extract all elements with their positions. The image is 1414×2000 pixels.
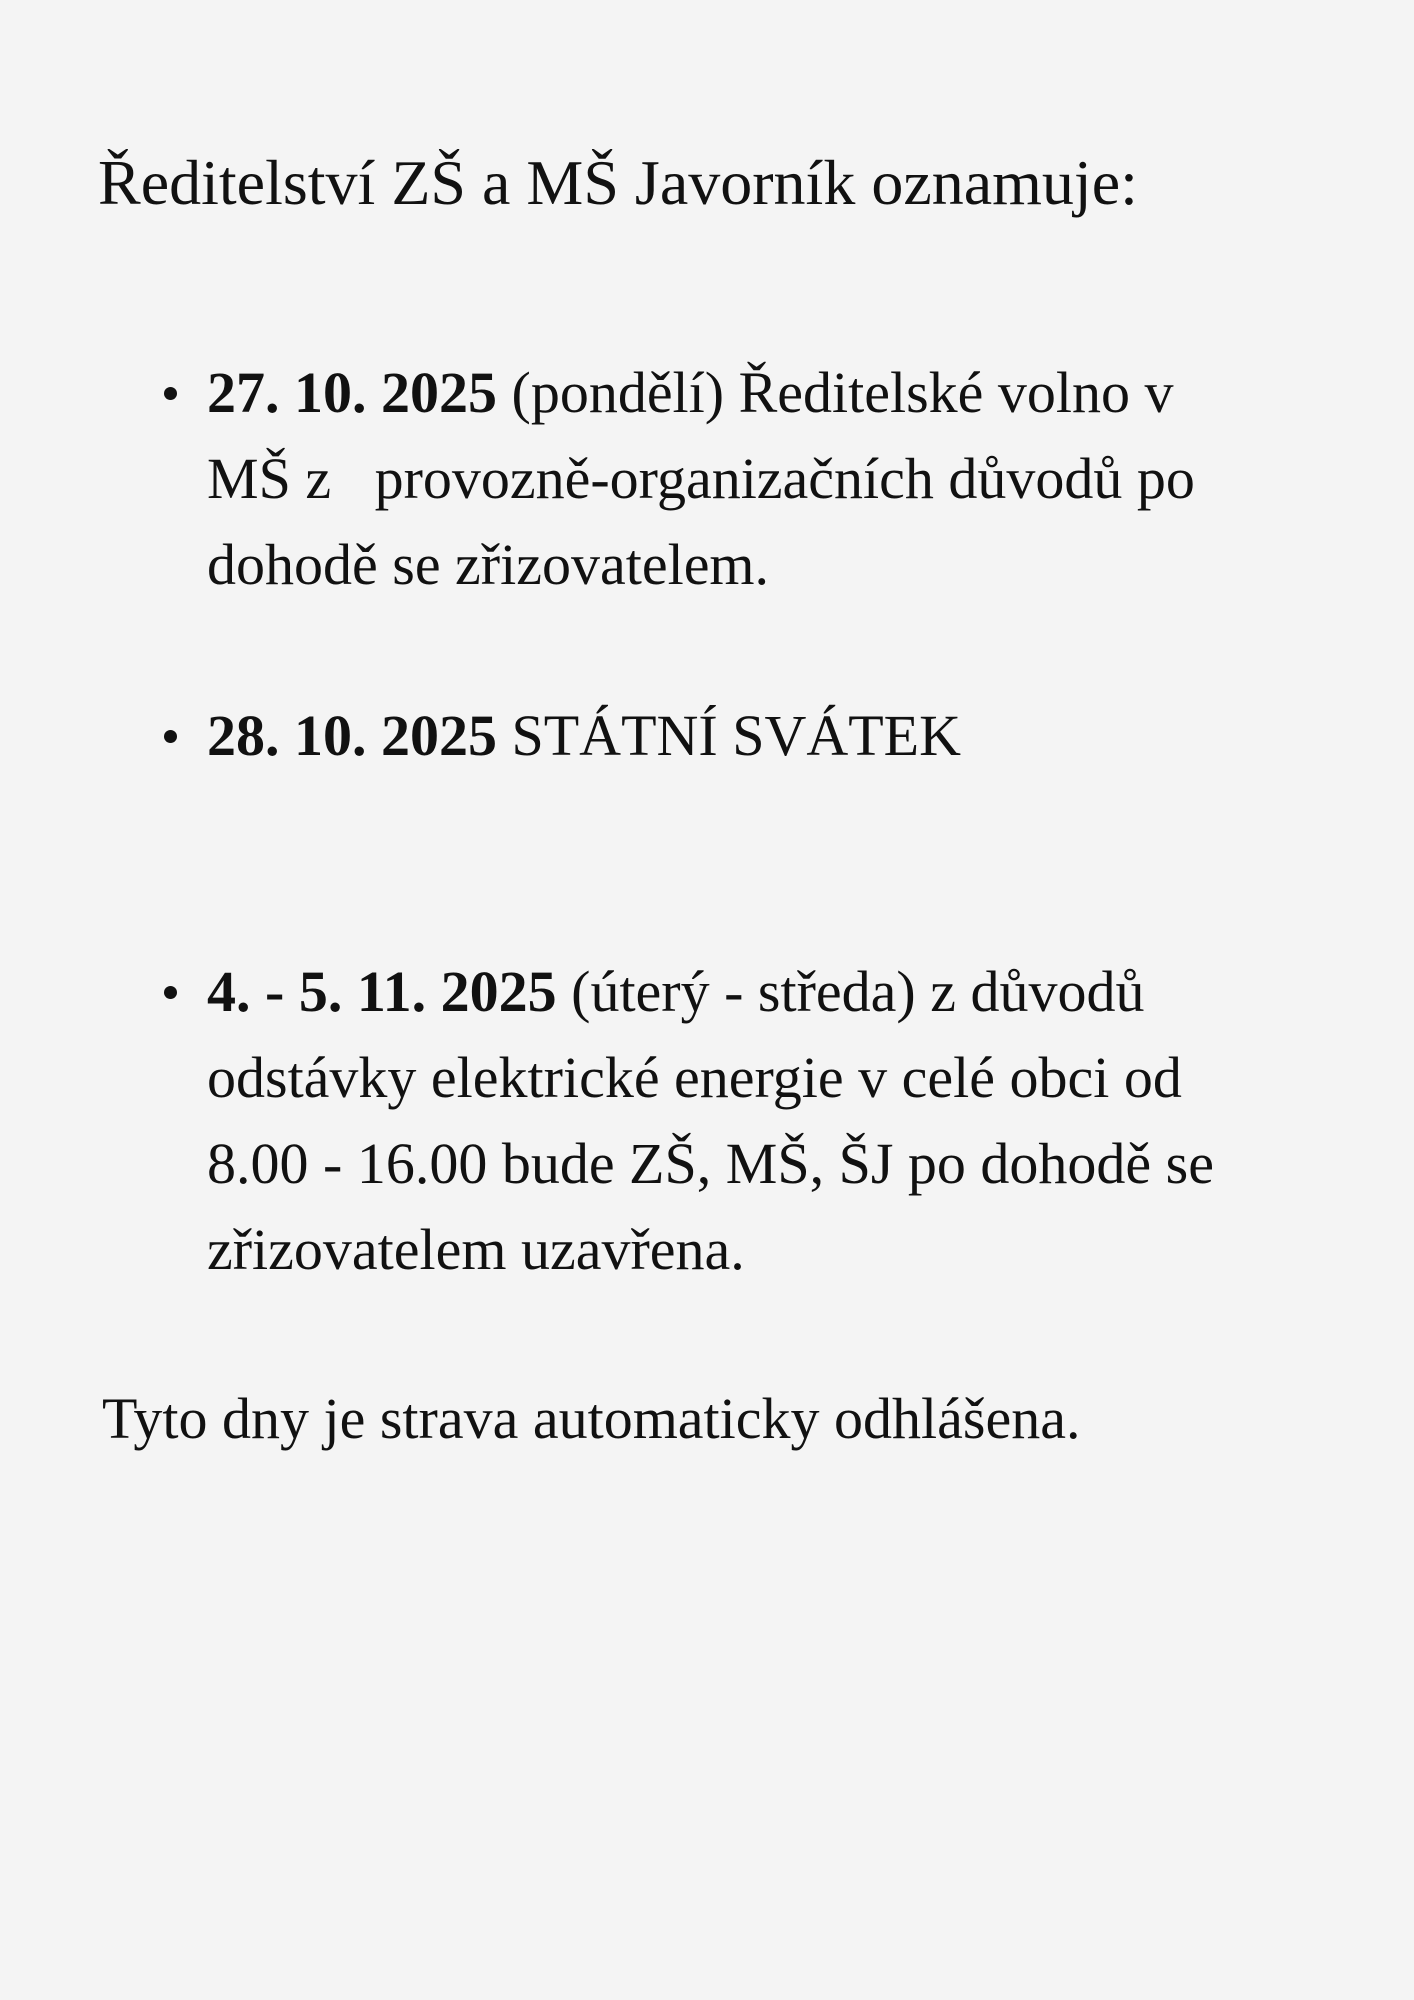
item-line: dohodě se zřizovatelem. bbox=[207, 532, 770, 597]
footer-note: Tyto dny je strava automaticky odhlášena. bbox=[102, 1386, 1081, 1451]
item-line: odstávky elektrické energie v celé obci od bbox=[207, 1045, 1182, 1110]
item-line bbox=[207, 693, 1357, 779]
list-item bbox=[207, 693, 1357, 779]
item-line: zřizovatelem uzavřena. bbox=[207, 1217, 745, 1282]
list-item bbox=[207, 949, 1357, 1293]
item-line: 8.00 - 16.00 bude ZŠ, MŠ, ŠJ po dohodě se bbox=[207, 1131, 1214, 1196]
item-date: 27. 10. 2025 bbox=[207, 360, 497, 425]
item-date: 4. - 5. 11. 2025 bbox=[207, 959, 557, 1024]
announcement-heading: Ředitelství ZŠ a MŠ Javorník oznamuje: bbox=[98, 147, 1138, 218]
list-item bbox=[207, 350, 1357, 608]
item-text: (úterý - středa) z důvodů bbox=[556, 959, 1145, 1024]
bullet-icon bbox=[155, 693, 185, 779]
bullet-icon bbox=[155, 949, 185, 1035]
item-line: MŠ z provozně-organizačních důvodů po bbox=[207, 446, 1195, 511]
item-text: STÁTNÍ SVÁTEK bbox=[497, 703, 961, 768]
item-line bbox=[207, 350, 1357, 436]
bullet-icon bbox=[155, 350, 185, 436]
item-text: (pondělí) Ředitelské volno v bbox=[497, 360, 1174, 425]
item-date: 28. 10. 2025 bbox=[207, 703, 497, 768]
item-line bbox=[207, 949, 1357, 1035]
